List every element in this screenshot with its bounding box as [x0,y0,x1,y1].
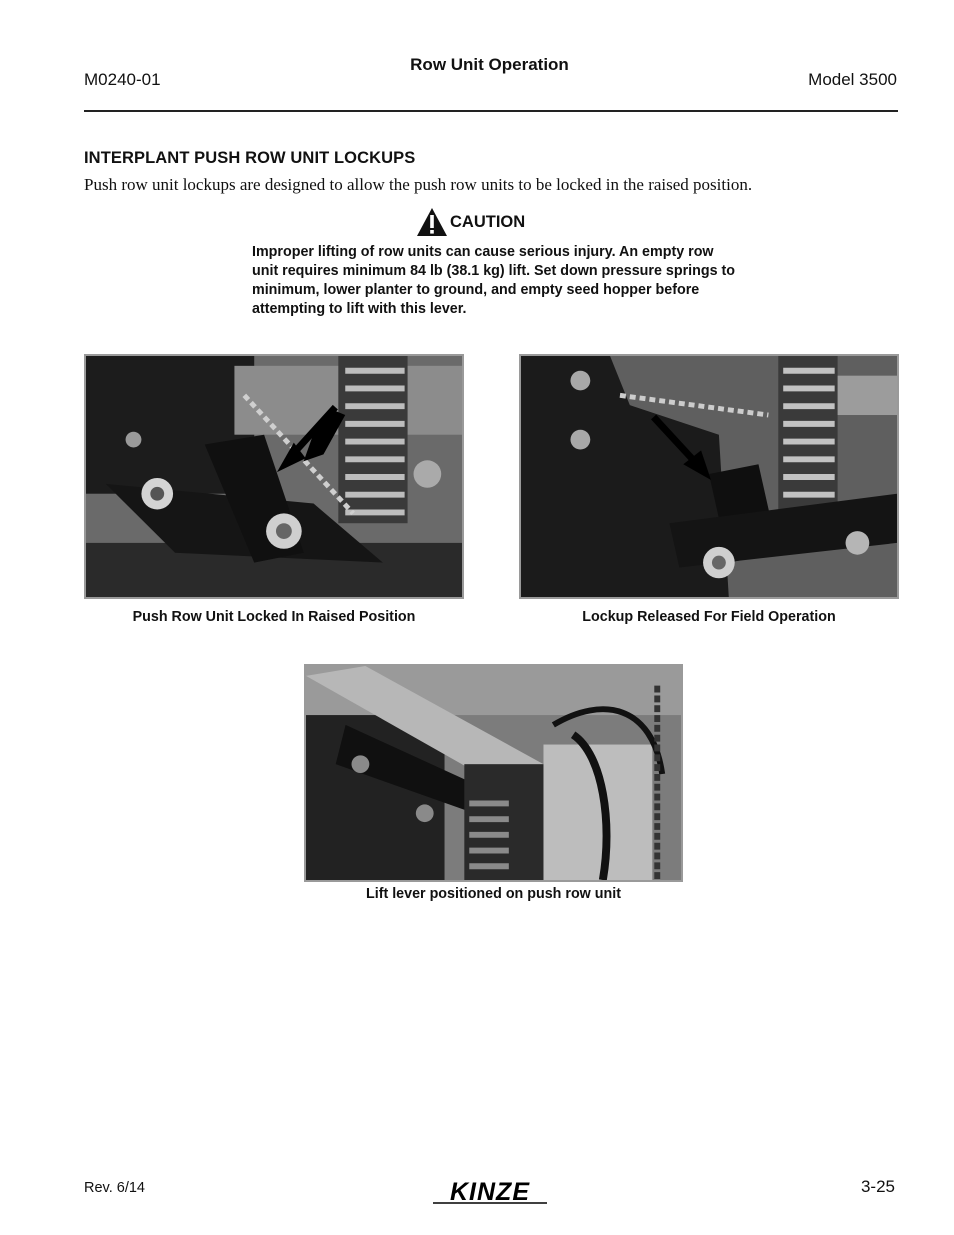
caution-header [416,207,525,237]
intro-paragraph: Push row unit lockups are designed to allow the push row units to be locked in the raised position. [84,175,753,194]
caution-text: Improper lifting of row units can cause serious injury. An empty row unit requires minimum 84 lb (38.1 kg) lift. Set down pressure springs to minimum, lower planter to ground, and empty seed hopper before attempting to lift with this lever. [252,244,736,317]
page-number: 3-25 [860,1177,895,1196]
logo-text: KINZE [450,1178,530,1206]
figure-caption: Push Row Unit Locked In Raised Position [132,609,416,625]
figure-caption: Lockup Released For Field Operation [582,609,836,625]
warning-triangle-icon [416,207,448,237]
photo-locked-raised [84,354,464,599]
revision-date: Rev. 6/14 [84,1180,145,1196]
section-heading: INTERPLANT PUSH ROW UNIT LOCKUPS [84,149,416,167]
section-title: Row Unit Operation [410,55,569,74]
photo-lockup-released [519,354,899,599]
header-divider [84,110,898,112]
model-name: Model 3500 [808,70,897,89]
caution-label: CAUTION [450,212,526,231]
kinze-logo [429,1176,551,1206]
document-id: M0240-01 [84,70,161,89]
photo-lift-lever [304,664,683,882]
figure-caption: Lift lever positioned on push row unit [366,886,621,902]
